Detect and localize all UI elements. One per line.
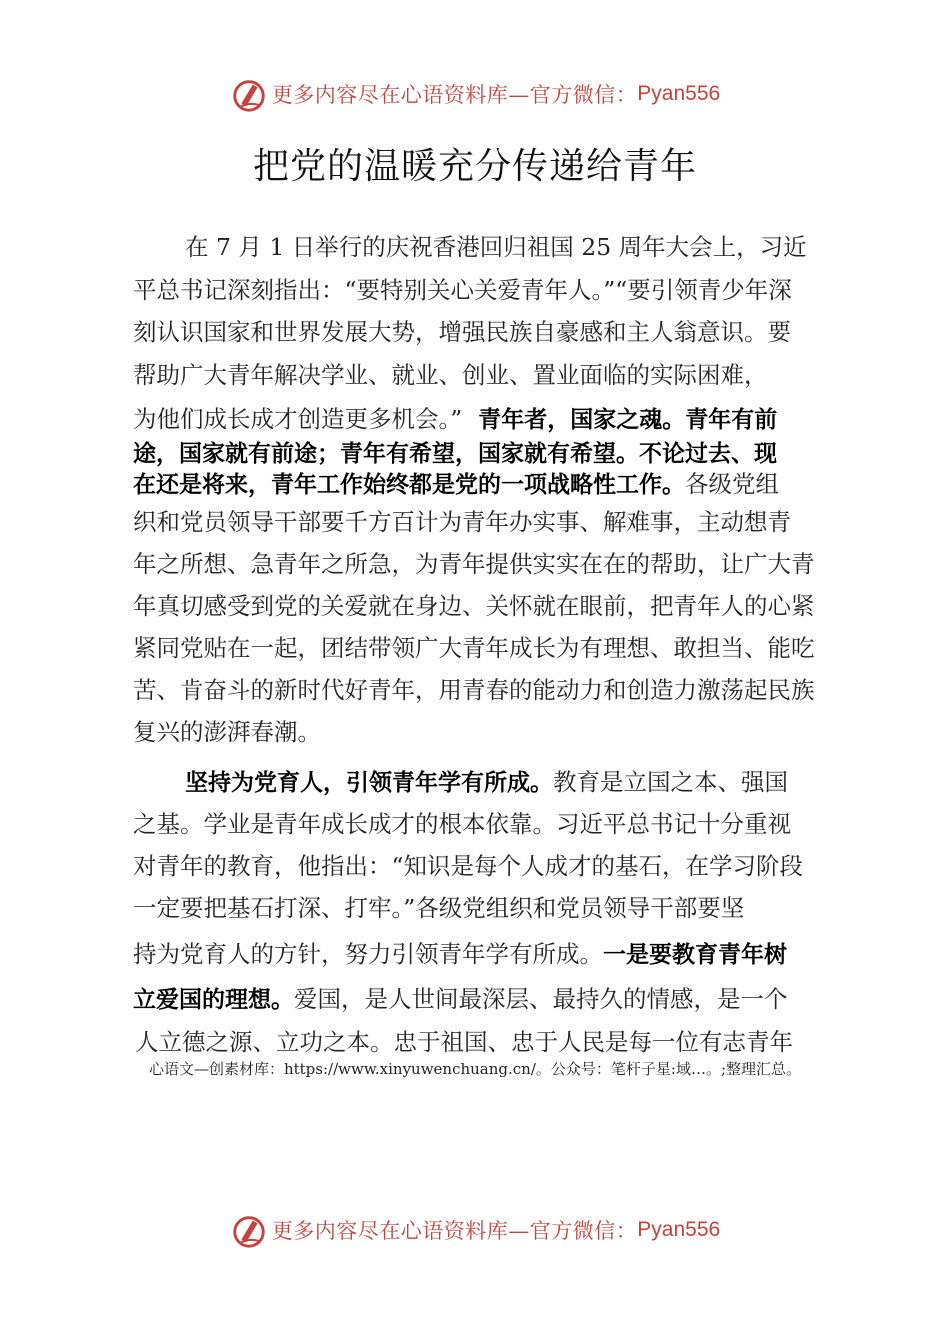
line-text: 教育是立国之本、强国 [553, 768, 788, 796]
bold-text: 青年者，国家之魂。青年有前 [478, 407, 778, 433]
paragraph-line: 刻认识国家和世界发展大势，增强民族自豪感和主人翁意识。要 [133, 318, 791, 346]
paragraph-line: 人立德之源、立功之本。忠于祖国、忠于人民是每一位有志青年 [135, 1028, 793, 1056]
bold-text: 在还是将来，青年工作始终都是党的一项战略性工作。 [133, 472, 685, 498]
bold-text: 坚持为党育人，引领青年学有所成。 [185, 770, 553, 796]
bold-text: 途，国家就有前途；青年有希望，国家就有希望。不论过去、现 [133, 441, 777, 467]
paragraph-line: 对青年的教育，他指出：“知识是每个人成才的基石，在学习阶段 [133, 852, 804, 880]
banner-text: 更多内容尽在心语资料库—官方微信： [271, 83, 638, 107]
bold-text: 立爱国的理想。 [133, 987, 294, 1013]
page-title: 把党的温暖充分传递给青年 [252, 146, 697, 187]
paragraph-line: 在 7 月 1 日举行的庆祝香港回归祖国 25 周年大会上，习近 [185, 233, 807, 261]
bold-text: 一是要教育青年树 [603, 942, 787, 968]
paragraph-line: 苦、肯奋斗的新时代好青年，用青春的能动力和创造力激荡起民族 [133, 676, 815, 704]
paragraph-line: 帮助广大青年解决学业、就业、创业、置业面临的实际困难， [133, 361, 768, 389]
banner-text: 更多内容尽在心语资料库—官方微信： [271, 1219, 638, 1243]
logo-icon [230, 1211, 268, 1249]
logo-icon [230, 75, 268, 113]
paragraph-line [133, 940, 787, 968]
line-text: 持为党育人的方针，努力引领青年学有所成。 [133, 940, 603, 968]
paragraph-line [133, 985, 788, 1013]
banner-wechat-id: Pyan556 [637, 1218, 721, 1241]
paragraph-line: 复兴的澎湃春潮。 [133, 718, 321, 746]
paragraph-line: 平总书记深刻指出：“要特别关心关爱青年人。”“要引领青少年深 [133, 276, 792, 304]
paragraph-line: 织和党员领导干部要千方百计为青年办实事、解难事，主动想青 [133, 508, 791, 536]
line-text: 各级党组 [685, 470, 779, 498]
line-text: 为他们成长成才创造更多机会。” [133, 405, 463, 433]
banner-wechat-id: Pyan556 [637, 82, 721, 105]
paragraph-line: 一定要把基石打深、打牢。”各级党组织和党员领导干部要坚 [133, 894, 745, 922]
footer-banner [0, 1208, 950, 1252]
line-text: 爱国，是人世间最深层、最持久的情感，是一个 [294, 985, 788, 1013]
source-note: 心语文—创素材库：https://www.xinyuwenchuang.cn/。公众号：笔杆子星:域…。;整理汇总。 [148, 1060, 802, 1078]
paragraph-line [133, 470, 779, 498]
paragraph-line: 年之所想、急青年之所急，为青年提供实实在在的帮助，让广大青 [133, 550, 815, 578]
paragraph-line: 之基。学业是青年成长成才的根本依靠。习近平总书记十分重视 [133, 810, 791, 838]
header-banner [0, 72, 950, 116]
paragraph-line [133, 442, 777, 466]
paragraph-line [133, 405, 778, 433]
paragraph-line [185, 768, 788, 796]
paragraph-line: 紧同党贴在一起，团结带领广大青年成长为有理想、敢担当、能吃 [133, 634, 815, 662]
paragraph-line: 年真切感受到党的关爱就在身边、关怀就在眼前，把青年人的心紧 [133, 592, 815, 620]
